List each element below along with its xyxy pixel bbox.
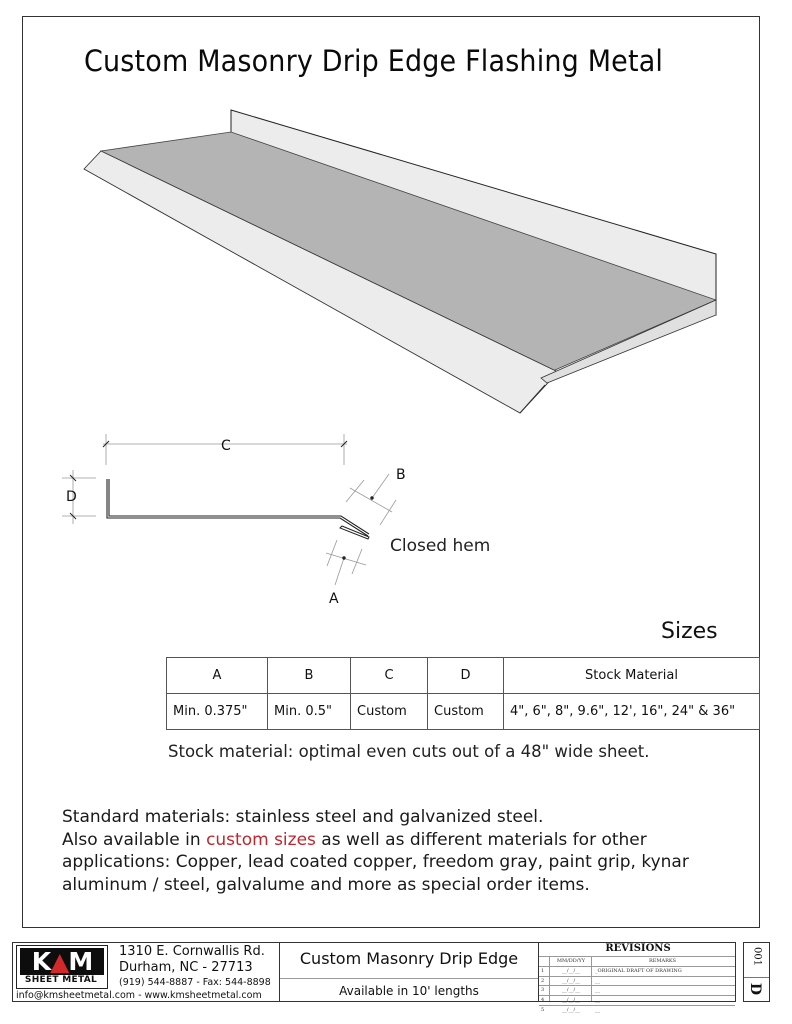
description-line-2 [62,829,762,852]
revision-number: 3 [541,987,545,994]
stock-material-note: Stock material: optimal even cuts out of a 48" wide sheet. [168,742,650,761]
drawing-code: D [747,982,764,996]
description-text: as well as different materials for other [315,829,647,850]
address-line-2: Durham, NC - 27713 [119,960,253,975]
revisions-table [539,956,735,1015]
custom-sizes-highlight: custom sizes [206,829,316,850]
divider [744,977,769,978]
sizes-table [166,657,760,730]
cell-stock-material: 4", 6", 8", 9.6", 12', 16", 24" & 36" [504,694,760,730]
revision-row [539,1005,735,1015]
email-website: info@kmsheetmetal.com - www.kmsheetmetal.com [16,990,262,1001]
revision-date: __/__/__ [561,967,581,974]
sheet-number: 001 [751,946,763,967]
revision-remark: __ [595,977,600,984]
closed-hem-label: Closed hem [390,536,491,556]
address-line-1: 1310 E. Cornwallis Rd. [119,944,265,959]
company-logo [16,945,108,989]
header-stock-material: Stock Material [504,658,760,694]
dimension-label-c: C [221,438,231,454]
revision-remark: __ [595,1006,600,1013]
header-c: C [351,658,428,694]
revision-number: 1 [541,967,545,974]
revision-remark: __ [595,997,600,1004]
col-remarks: REMARKS [649,958,677,964]
revision-row [539,985,735,995]
divider [280,978,538,979]
dimension-label-d: D [66,489,77,505]
col-date: MM/DD/YY [556,958,586,964]
revisions-title: REVISIONS [605,943,671,954]
cell-a: Min. 0.375" [167,694,268,730]
logo-accent-icon: ▲ [50,947,69,976]
revision-row [539,976,735,986]
dimension-label-b: B [396,467,406,483]
header-b: B [268,658,351,694]
drawing-id-block [743,942,770,1002]
revision-remark: __ [595,987,600,994]
revisions-header-row [539,956,735,966]
description-line-1: Standard materials: stainless steel and galvanized steel. [62,807,544,827]
revision-row [539,966,735,976]
product-name-block [280,942,538,1002]
revision-date: __/__/__ [561,1006,581,1013]
revision-remark: _ORIGINAL DRAFT OF DRAWING [595,967,682,974]
cell-b: Min. 0.5" [268,694,351,730]
header-d: D [428,658,504,694]
revision-date: __/__/__ [561,987,581,994]
materials-description [62,806,762,896]
revision-row [539,995,735,1005]
table-row [167,694,760,730]
description-line-4: aluminum / steel, galvalume and more as special order items. [62,874,590,895]
description-text: Also available in [62,829,207,850]
description-line-3: applications: Copper, lead coated copper, freedom gray, paint grip, kynar [62,852,689,872]
page-title: Custom Masonry Drip Edge Flashing Metal [84,44,664,78]
table-header-row [167,658,760,694]
revisions-block [538,942,736,1013]
profile-drawing [62,434,396,585]
logo-mark: K▲M [20,948,104,975]
cell-d: Custom [428,694,504,730]
phone-fax: (919) 544-8887 - Fax: 544-8898 [119,977,271,988]
revision-number: 5 [541,1006,545,1013]
dimension-label-a: A [329,591,339,607]
length-note: Available in 10' lengths [339,984,479,998]
revision-number: 2 [541,977,545,984]
revision-date: __/__/__ [561,977,581,984]
logo-subtitle: SHEET METAL [24,975,98,985]
company-info-block [12,942,280,1002]
cell-c: Custom [351,694,428,730]
product-name: Custom Masonry Drip Edge [299,949,519,968]
revision-number: 4 [541,997,545,1004]
sizes-heading: Sizes [661,619,718,644]
header-a: A [167,658,268,694]
revision-date: __/__/__ [561,997,581,1004]
